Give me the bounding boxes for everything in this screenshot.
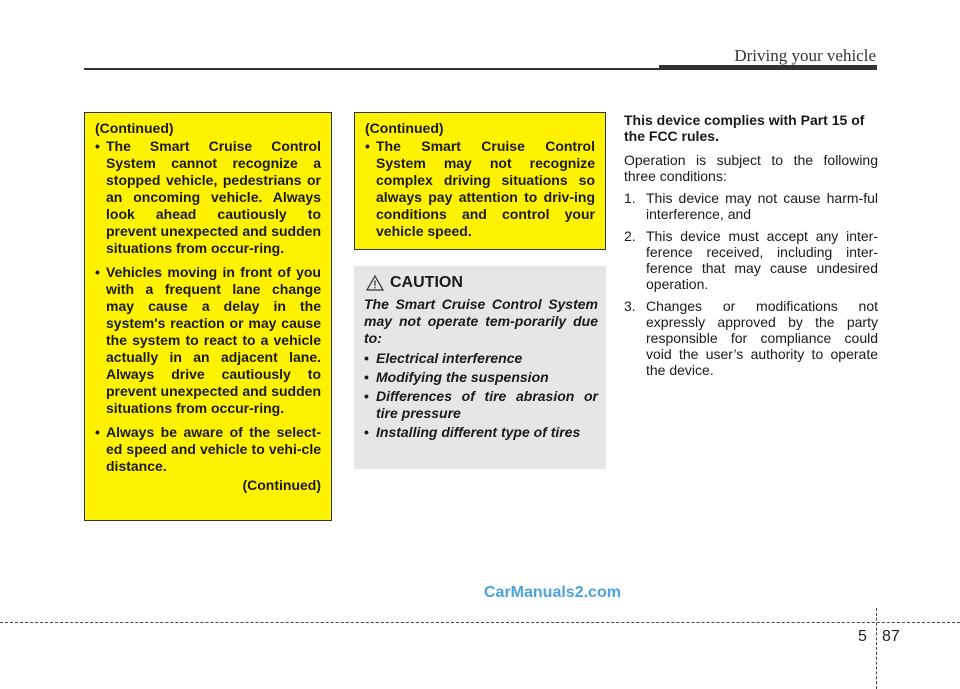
fcc-condition-item — [624, 228, 878, 292]
warning-triangle-icon — [366, 275, 384, 291]
warning-item: • The Smart Cruise Control System may not recognize complex driving situations so always pay attention to driv-ing conditions and control your vehicle speed. — [365, 138, 595, 240]
warning-list — [365, 138, 595, 240]
fcc-compliance-section — [624, 112, 878, 384]
item-text: This device may not cause harm-ful interference, and — [646, 190, 878, 222]
warning-list — [95, 138, 321, 475]
warning-item: • Always be aware of the select-ed speed and vehicle to vehi-cle distance. — [95, 424, 321, 475]
fcc-condition-item — [624, 298, 878, 378]
item-text: Changes or modifications not expressly approved by the party responsible for compliance could void the user’s authority to operate the device. — [646, 298, 878, 378]
fcc-condition-item — [624, 190, 878, 222]
item-number: 3. — [624, 298, 636, 314]
header-title: Driving your vehicle — [734, 46, 876, 65]
continued-label: (Continued) — [365, 120, 444, 136]
item-text: This device must accept any inter-ference received, including inter-ference that may cause undesired operation. — [646, 228, 878, 292]
caution-item: • Modifying the suspension — [364, 369, 598, 386]
caution-header — [364, 274, 598, 291]
caution-item: • Installing different type of tires — [364, 424, 598, 441]
caution-list — [364, 350, 598, 441]
fcc-conditions-list — [624, 190, 878, 378]
caution-item: • Differences of tire abrasion or tire pressure — [364, 388, 598, 422]
fcc-paragraph: Operation is subject to the following three conditions: — [624, 152, 878, 184]
continued-warning-box-middle — [354, 112, 606, 250]
continued-warning-box-left — [84, 112, 332, 521]
item-number: 1. — [624, 190, 636, 206]
caution-intro: The Smart Cruise Control System may not operate tem-porarily due to: — [364, 296, 598, 346]
caution-box — [354, 266, 606, 469]
caution-item: • Electrical interference — [364, 350, 598, 367]
item-number: 2. — [624, 228, 636, 244]
page-number: 87 — [882, 628, 900, 645]
warning-item: • The Smart Cruise Control System cannot recognize a stopped vehicle, pedestrians or an oncoming vehicle. Always look ahead cautiously to prevent unexpected and sudden situations from occur-ring. — [95, 138, 321, 257]
caution-title: CAUTION — [390, 274, 463, 291]
warning-item: • Vehicles moving in front of you with a frequent lane change may cause a delay in the system's reaction or may cause the system to react to a vehicle actually in an adjacent lane. Always drive cautiously to prevent unexpected and sudden situations from occur-ring. — [95, 264, 321, 417]
watermark-link[interactable]: CarManuals2.com — [484, 584, 621, 601]
continued-label-end: (Continued) — [242, 477, 321, 493]
fcc-lead: This device complies with Part 15 of the FCC rules. — [624, 112, 865, 144]
footer-divider — [876, 608, 877, 689]
chapter-number: 5 — [858, 628, 867, 645]
footer-rule — [0, 622, 960, 623]
continued-label: (Continued) — [95, 120, 174, 136]
header-rule-accent — [659, 65, 877, 70]
